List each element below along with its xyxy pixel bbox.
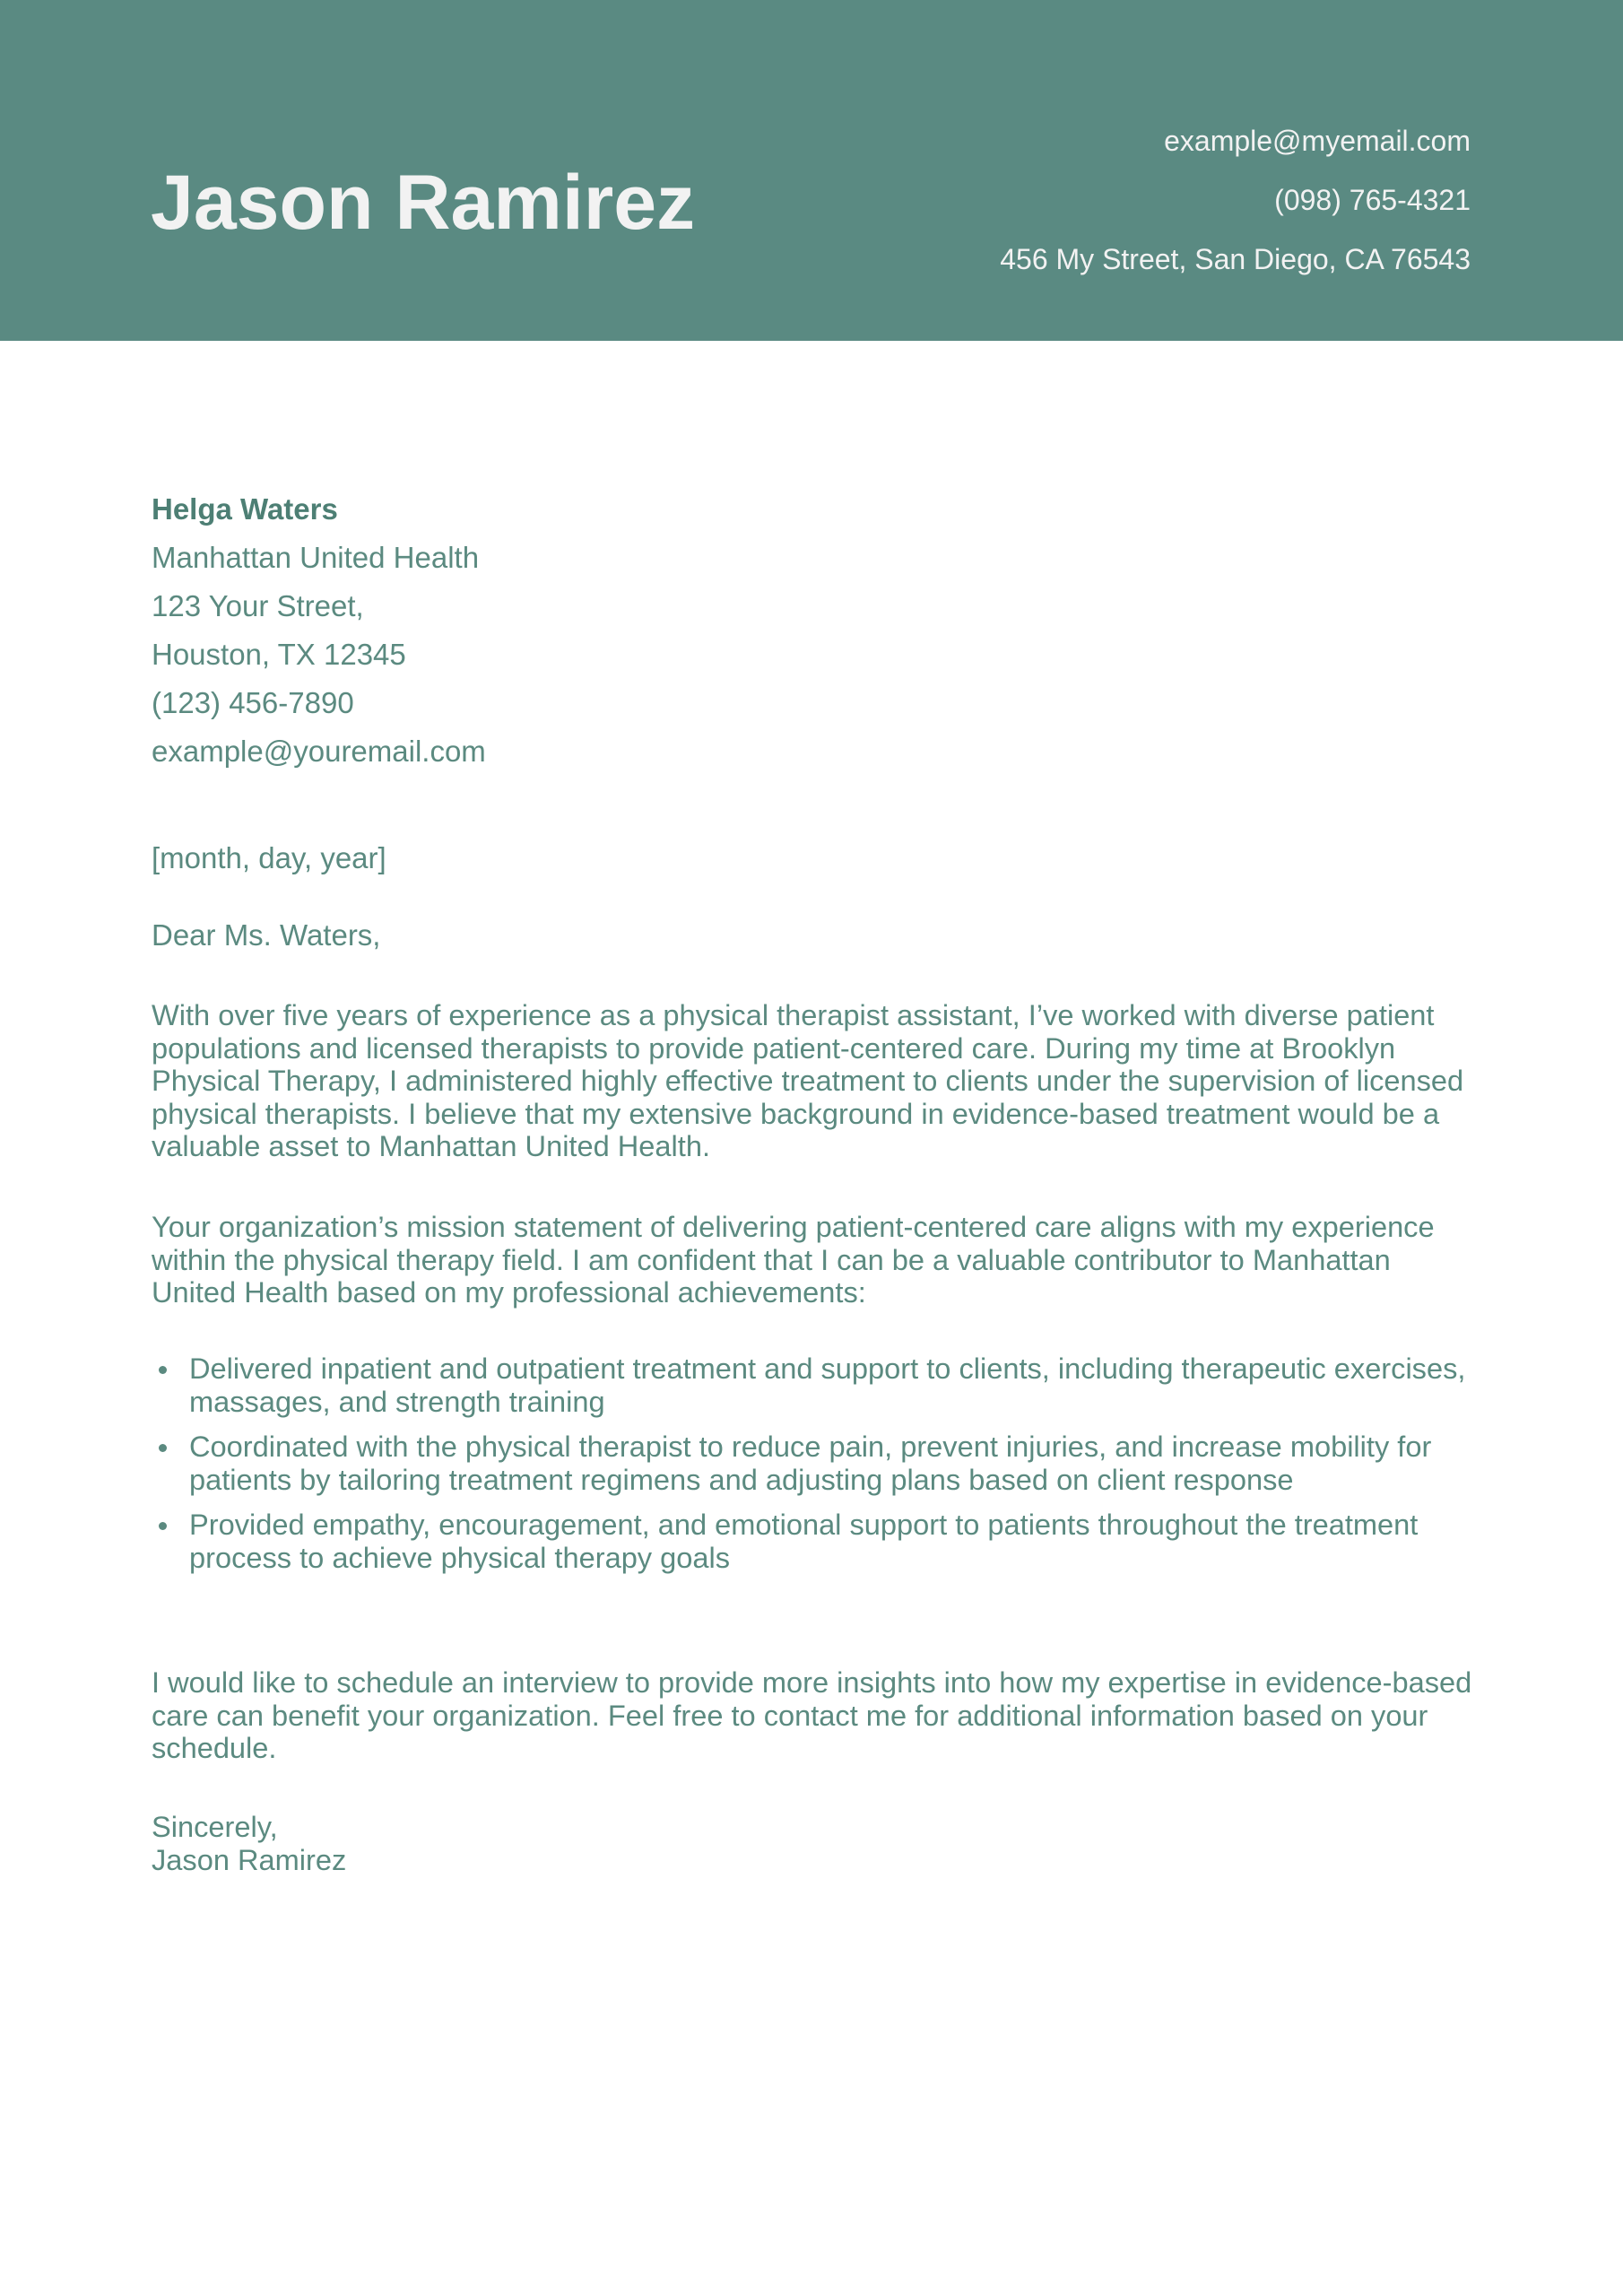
closing-phrase: Sincerely,	[152, 1810, 278, 1843]
letter-header	[0, 0, 1623, 341]
achievement-item: Coordinated with the physical therapist to reduce pain, prevent injuries, and increase mobility for patients by tailoring treatment regimens and adjusting plans based on client response	[152, 1431, 1479, 1496]
body-paragraph-mission: Your organization’s mission statement of delivering patient-centered care aligns with my experience within the physical therapy field. I am confident that I can be a valuable contributor to Manhattan United Health based on my professional achievements:	[152, 1210, 1435, 1309]
signature-name: Jason Ramirez	[152, 1842, 347, 1876]
sender-contact	[1000, 111, 1471, 289]
letter-date: [month, day, year]	[152, 841, 386, 874]
sender-address: 456 My Street, San Diego, CA 76543	[1000, 243, 1471, 275]
closing-block	[152, 1811, 346, 1876]
recipient-name: Helga Waters	[152, 492, 338, 526]
recipient-email: example@youremail.com	[152, 735, 486, 768]
recipient-phone: (123) 456-7890	[152, 686, 354, 719]
sender-name: Jason Ramirez	[151, 160, 696, 246]
recipient-street: 123 Your Street,	[152, 589, 364, 622]
recipient-block	[152, 485, 486, 776]
sender-phone: (098) 765-4321	[1274, 184, 1471, 216]
letter-salutation: Dear Ms. Waters,	[152, 918, 381, 952]
achievement-item: Delivered inpatient and outpatient treatment and support to clients, including therapeutic exercises, massages, and strength training	[152, 1352, 1479, 1418]
body-paragraph-intro: With over five years of experience as a physical therapist assistant, I’ve worked with diverse patient populations and licensed therapists to provide patient-centered care. During my time at Brooklyn Physical Therapy, I administered highly effective treatment to clients under the supervision of licensed physical therapists. I believe that my extensive background in evidence-based treatment would be a valuable asset to Manhattan United Health.	[152, 998, 1464, 1163]
sender-email: example@myemail.com	[1164, 125, 1471, 157]
recipient-city: Houston, TX 12345	[152, 638, 406, 671]
body-paragraph-closing: I would like to schedule an interview to provide more insights into how my expertise in evidence-based care can benefit your organization. Feel free to contact me for additional information based on your schedule.	[152, 1665, 1472, 1765]
achievements-list	[152, 1352, 1479, 1587]
achievement-item: Provided empathy, encouragement, and emotional support to patients throughout the treatment process to achieve physical therapy goals	[152, 1509, 1479, 1574]
recipient-company: Manhattan United Health	[152, 541, 480, 574]
